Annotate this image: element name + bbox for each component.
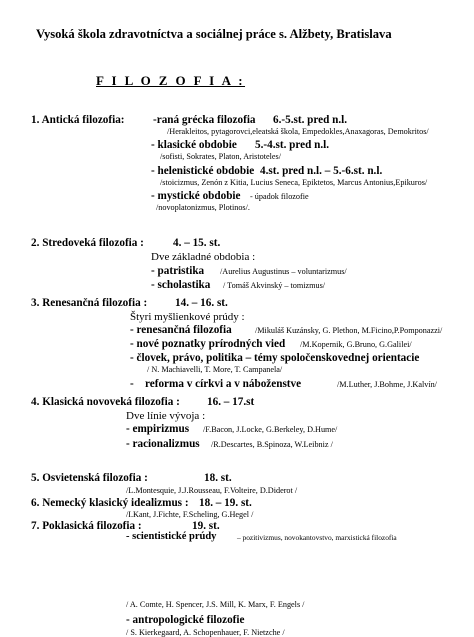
section-1-entry-2-note: /sofisti, Sokrates, Platon, Aristoteles/: [160, 152, 281, 161]
section-2-period: 4. – 15. st.: [173, 237, 221, 249]
section-2-title: 2. Stredoveká filozofia :: [31, 237, 144, 249]
section-7-title: 7. Poklasická filozofia :: [31, 520, 142, 532]
section-4-entry-1-note: /F.Bacon, J.Locke, G.Berkeley, D.Hume/: [203, 425, 338, 434]
section-1-entry-1-name: -raná grécka filozofia: [153, 114, 256, 126]
section-1-entry-4-note-a: - úpadok filozofie: [250, 192, 309, 201]
section-7-entry-1-note-a: – pozitivizmus, novokantovstvo, marxistická filozofia: [237, 533, 397, 542]
section-3-entry-4-name: reforma v církvi a v náboženstve: [145, 378, 302, 390]
section-4-entry-1-name: - empirizmus: [126, 423, 190, 435]
section-4-entry-2-note: /R.Descartes, B.Spinoza, W.Leibniz /: [211, 440, 333, 449]
section-6-note: /I.Kant, J.Fichte, F.Scheling, G.Hegel /: [126, 510, 254, 519]
section-3-intro: Štyri myšlienkové prúdy :: [130, 311, 245, 323]
section-4-entry-2-name: - racionalizmus: [126, 438, 200, 450]
section-7-entry-1-note-b: / A. Comte, H. Spencer, J.S. Mill, K. Marx, F. Engels /: [126, 600, 305, 609]
section-1-entry-4-note-b: /novoplatonizmus, Plotinos/.: [156, 203, 250, 212]
section-3-entry-2-note: /M.Kopernik, G.Bruno, G.Galilei/: [300, 340, 412, 349]
section-5-title: 5. Osvietenská filozofia :: [31, 472, 148, 484]
section-1-entry-1-period: 6.-5.st. pred n.l.: [273, 114, 348, 126]
section-6-title: 6. Nemecký klasický idealizmus :: [31, 497, 189, 509]
section-7-entry-2-name: - antropologické filozofie: [126, 614, 245, 626]
document-title: Vysoká škola zdravotníctva a sociálnej práce s. Alžbety, Bratislava: [36, 27, 392, 41]
section-3-title: 3. Renesančná filozofia :: [31, 297, 148, 309]
section-4-title: 4. Klasická novoveká filozofia :: [31, 396, 180, 408]
section-1-entry-2-period: 5.-4.st. pred n.l.: [255, 139, 330, 151]
section-5-note: /L.Montesquie, J.J.Rousseau, F.Volteire, D.Diderot /: [126, 486, 298, 495]
section-2-intro: Dve základné obdobia :: [151, 251, 256, 263]
section-2-entry-2-name: - scholastika: [151, 279, 211, 291]
section-4-intro: Dve línie vývoja :: [126, 410, 206, 422]
section-3-period: 14. – 16. st.: [175, 297, 228, 309]
section-1-title: 1. Antická filozofia:: [31, 114, 125, 126]
section-1-entry-4-name: - mystické obdobie: [151, 190, 241, 202]
section-3-entry-4-note: /M.Luther, J.Bohme, J.Kalvín/: [337, 380, 437, 389]
section-2-entry-1-note: /Aurelius Augustinus – voluntarizmus/: [220, 267, 347, 276]
section-3-entry-3-note: / N. Machiavelli, T. More, T. Campanela/: [147, 365, 283, 374]
section-7-entry-2-note: / S. Kierkegaard, A. Schopenhauer, F. Nietzche /: [126, 628, 285, 637]
section-3-entry-1-name: - renesančná filozofia: [130, 324, 232, 336]
section-3-entry-1-note: /Mikuláš Kuzánsky, G. Plethon, M.Ficino,P.Pomponazzi/: [255, 326, 443, 335]
section-1-entry-3-name: - helenistické obdobie: [151, 165, 255, 177]
document-heading: F I L O Z O F I A :: [96, 73, 246, 88]
section-6-period: 18. – 19. st.: [199, 497, 252, 509]
section-7-period: 19. st.: [192, 520, 220, 532]
section-3-entry-4-dash: -: [130, 378, 134, 390]
section-1-entry-1-note: /Herakleitos, pytagorovci,eleatská škola, Empedokles,Anaxagoras, Demokritos/: [167, 127, 429, 136]
section-5-period: 18. st.: [204, 472, 232, 484]
section-7-entry-1-name: - scientistické prúdy: [126, 531, 217, 542]
section-4-period: 16. – 17.st: [207, 396, 255, 408]
section-1-entry-2-name: - klasické obdobie: [151, 139, 237, 151]
section-3-entry-3-name: - človek, právo, politika – témy spoločenskovednej orientacie: [130, 352, 420, 364]
section-1-entry-3-period: 4.st. pred n.l. – 5.-6.st. n.l.: [260, 165, 383, 177]
section-1-entry-3-note: /stoicizmus, Zenón z Kitia, Lucius Seneca, Epiktetos, Marcus Antonius,Epikuros/: [160, 178, 428, 187]
section-3-entry-2-name: - nové poznatky prírodných vied: [130, 338, 286, 350]
section-2-entry-1-name: - patristika: [151, 265, 205, 277]
section-2-entry-2-note: / Tomáš Akvinský – tomizmus/: [223, 281, 326, 290]
